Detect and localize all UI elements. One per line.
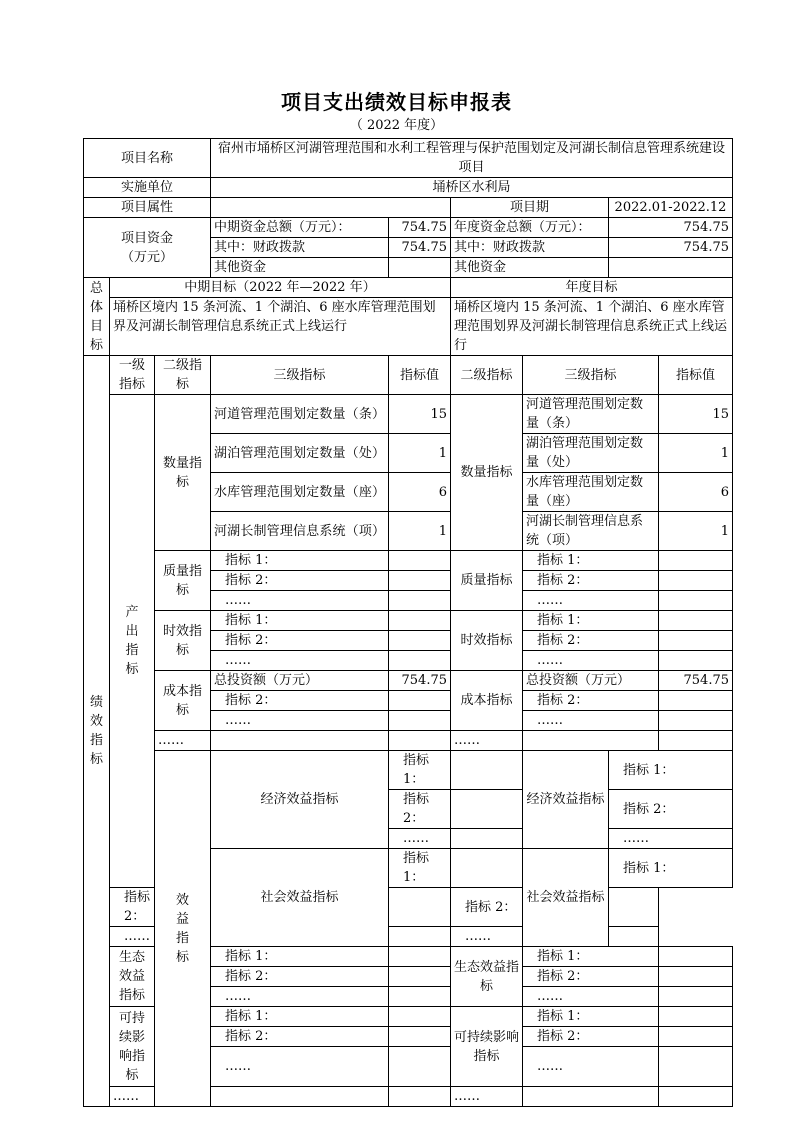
ecological-mid-label: 生态效益指标 [110,947,155,1007]
output-indicator-label: 产 出 指 标 [110,395,155,888]
indicator-value [659,1027,733,1047]
indicator-value [451,829,523,849]
indicator-item: …… [211,651,389,671]
page-title: 项目支出绩效目标申报表 [281,90,512,114]
quality-year-label: 质量指标 [451,551,523,611]
indicator-item: …… [211,711,389,731]
indicator-value [659,731,733,751]
indicator-value [389,691,451,711]
mid-other-value [389,258,451,278]
cost-year-item: 总投资额（万元） [523,671,659,691]
indicator-item: …… [211,987,389,1007]
indicator-item: …… [523,591,659,611]
indicator-item: 指标 2： [211,967,389,987]
col-level3: 三级指标 [211,356,389,395]
indicator-item: …… [211,1047,389,1087]
col-year-level3: 三级指标 [523,356,659,395]
benefit-indicator-label: 效 益 指 标 [155,751,211,1107]
indicator-item: 指标 2： [523,571,659,591]
indicator-item: 指标 2： [523,1027,659,1047]
project-name-value: 宿州市埇桥区河湖管理范围和水利工程管理与保护范围划定及河湖长制信息管理系统建设项目 [211,139,733,178]
indicator-value [659,691,733,711]
indicator-value [659,591,733,611]
table-row [84,751,733,790]
indicator-item: …… [523,711,659,731]
cost-mid-label: 成本指标 [155,671,211,731]
quantity-mid-item: 水库管理范围划定数量（座） [211,473,389,512]
indicator-item: 指标 1： [523,1007,659,1027]
col-year-value: 指标值 [659,356,733,395]
social-year-label: 社会效益指标 [523,849,609,947]
quantity-mid-item: 河道管理范围划定数量（条） [211,395,389,434]
indicator-item: …… [211,591,389,611]
quantity-year-item: 水库管理范围划定数量（座） [523,473,659,512]
row-goals-header [84,278,733,298]
indicator-item: 指标 2： [523,967,659,987]
mid-total-label: 中期资金总额（万元）： [211,218,389,238]
period-value: 2022.01-2022.12 [609,198,733,218]
indicator-item: 指标 2： [211,691,389,711]
indicator-value [659,571,733,591]
quantity-year-item: 河道管理范围划定数量（条） [523,395,659,434]
indicator-value [659,1087,733,1107]
timeliness-mid-label: 时效指标 [155,611,211,671]
row-project-name [84,139,733,178]
indicator-item: 指标 2： [211,571,389,591]
mid-goal-text: 埇桥区境内 15 条河流、1 个湖泊、6 座水库管理范围划界及河湖长制管理信息系统正式上线运行 [110,298,451,356]
unit-value: 埇桥区水利局 [211,178,733,198]
quantity-year-value: 15 [659,395,733,434]
table-row [84,395,733,434]
quantity-mid-item: 湖泊管理范围划定数量（处） [211,434,389,473]
quantity-year-item: 河湖长制管理信息系统（项） [523,512,659,551]
indicator-item: …… [523,987,659,1007]
quantity-mid-value: 6 [389,473,451,512]
indicator-item: 指标 2： [211,631,389,651]
mid-goal-header: 中期目标（2022 年—2022 年） [110,278,451,298]
indicator-item: 指标 1： [211,611,389,631]
attribute-label: 项目属性 [84,198,211,218]
indicator-item: 指标 1： [523,947,659,967]
indicator-item: 指标 1： [609,751,733,790]
row-unit [84,178,733,198]
ecological-year-label: 生态效益指标 [451,947,523,1007]
quantity-mid-value: 1 [389,434,451,473]
quantity-year-value: 1 [659,512,733,551]
indicator-value [389,947,451,967]
indicator-item: 指标 1： [523,611,659,631]
social-mid-label: 社会效益指标 [211,849,389,947]
year-goal-header: 年度目标 [451,278,733,298]
indicator-item: 指标 1： [609,849,733,888]
indicator-value [389,571,451,591]
year-fiscal-value: 754.75 [609,238,733,258]
indicator-value [389,591,451,611]
table-row [84,671,733,691]
indicator-value [389,1047,451,1087]
year-other-label: 其他资金 [451,258,609,278]
quantity-mid-item: 河湖长制管理信息系统（项） [211,512,389,551]
col-value: 指标值 [389,356,451,395]
sustain-mid-label: 可持续影响指标 [110,1007,155,1087]
year-total-label: 年度资金总额（万元）： [451,218,609,238]
indicator-value [451,849,523,888]
indicator-item [523,1087,659,1107]
quantity-year-value: 6 [659,473,733,512]
benefit-year-more: …… [451,1087,523,1107]
indicator-item [523,731,659,751]
benefit-more: …… [110,1087,155,1107]
indicator-value [659,611,733,631]
mid-fiscal-value: 754.75 [389,238,451,258]
performance-table [83,138,733,1107]
indicator-item: 指标 1： [389,849,451,888]
indicator-value [389,611,451,631]
output-year-more: …… [451,731,523,751]
indicator-value [659,967,733,987]
cost-year-label: 成本指标 [451,671,523,731]
table-row [84,551,733,571]
indicator-value [389,711,451,731]
indicator-item: …… [451,927,609,947]
indicator-item: 指标 1： [211,551,389,571]
indicator-item: 指标 1： [389,751,451,790]
timeliness-year-label: 时效指标 [451,611,523,671]
indicator-item: 指标 2： [523,691,659,711]
indicator-value [609,927,659,947]
quality-mid-label: 质量指标 [155,551,211,611]
indicator-value [389,927,451,947]
col-level2: 二级指标 [155,356,211,395]
col-level1: 一级指标 [110,356,155,395]
indicator-value [389,967,451,987]
indicator-item: 指标 2： [110,888,155,927]
indicator-item: 指标 1： [523,551,659,571]
indicator-item: 指标 1： [211,1007,389,1027]
year-fiscal-label: 其中：财政拨款 [451,238,609,258]
period-label: 项目期 [451,198,609,218]
indicator-value [659,1007,733,1027]
indicator-value [659,947,733,967]
indicator-value [451,790,523,829]
indicator-value [659,631,733,651]
output-more: …… [155,731,211,751]
indicator-value [609,888,659,927]
indicator-value [389,651,451,671]
quantity-year-label: 数量指标 [451,395,523,551]
indicator-item [211,1087,389,1107]
row-attribute [84,198,733,218]
performance-indicator-label: 绩 效 指 标 [84,356,110,1107]
row-indicator-header [84,356,733,395]
indicator-item: 指标 1： [211,947,389,967]
indicator-value [451,751,523,790]
indicator-value [389,631,451,651]
indicator-item: 指标 2： [609,790,733,829]
indicator-value [389,551,451,571]
table-row [84,731,733,751]
indicator-value [389,987,451,1007]
page-subtitle: （ 2022 年度） [349,118,444,133]
quantity-year-value: 1 [659,434,733,473]
year-goal-text: 埇桥区境内 15 条河流、1 个湖泊、6 座水库管理范围划界及河湖长制管理信息系统正式上线运行 [451,298,733,356]
indicator-value [659,1047,733,1087]
attribute-value [211,198,451,218]
indicator-item [211,731,389,751]
unit-label: 实施单位 [84,178,211,198]
indicator-item: …… [523,651,659,671]
quantity-year-item: 湖泊管理范围划定数量（处） [523,434,659,473]
cost-year-value: 754.75 [659,671,733,691]
cost-mid-item: 总投资额（万元） [211,671,389,691]
indicator-value [659,987,733,1007]
sustain-year-label: 可持续影响指标 [451,1007,523,1087]
year-other-value [609,258,733,278]
economic-mid-label: 经济效益指标 [211,751,389,849]
indicator-value [389,1007,451,1027]
indicator-item: 指标 2： [523,631,659,651]
indicator-item: 指标 2： [451,888,609,927]
economic-year-label: 经济效益指标 [523,751,609,849]
table-row [84,611,733,631]
cost-mid-value: 754.75 [389,671,451,691]
col-year-level2: 二级指标 [451,356,523,395]
mid-other-label: 其他资金 [211,258,389,278]
indicator-item: …… [523,1047,659,1087]
overall-goal-label: 总 体 目 标 [84,278,110,356]
indicator-item: 指标 2： [211,1027,389,1047]
indicator-item: …… [110,927,155,947]
indicator-value [389,888,451,927]
indicator-value [389,731,451,751]
indicator-value [659,711,733,731]
funds-label: 项目资金 （万元） [84,218,211,278]
mid-total-value: 754.75 [389,218,451,238]
year-total-value: 754.75 [609,218,733,238]
indicator-value [659,551,733,571]
project-name-label: 项目名称 [84,139,211,178]
indicator-value [389,1027,451,1047]
row-goals-text [84,298,733,356]
indicator-item: …… [389,829,451,849]
quantity-mid-label: 数量指标 [155,395,211,551]
quantity-mid-value: 15 [389,395,451,434]
mid-fiscal-label: 其中：财政拨款 [211,238,389,258]
indicator-value [659,651,733,671]
indicator-value [389,1087,451,1107]
row-funds-total [84,218,733,238]
quantity-mid-value: 1 [389,512,451,551]
indicator-item: …… [609,829,733,849]
indicator-item: 指标 2： [389,790,451,829]
